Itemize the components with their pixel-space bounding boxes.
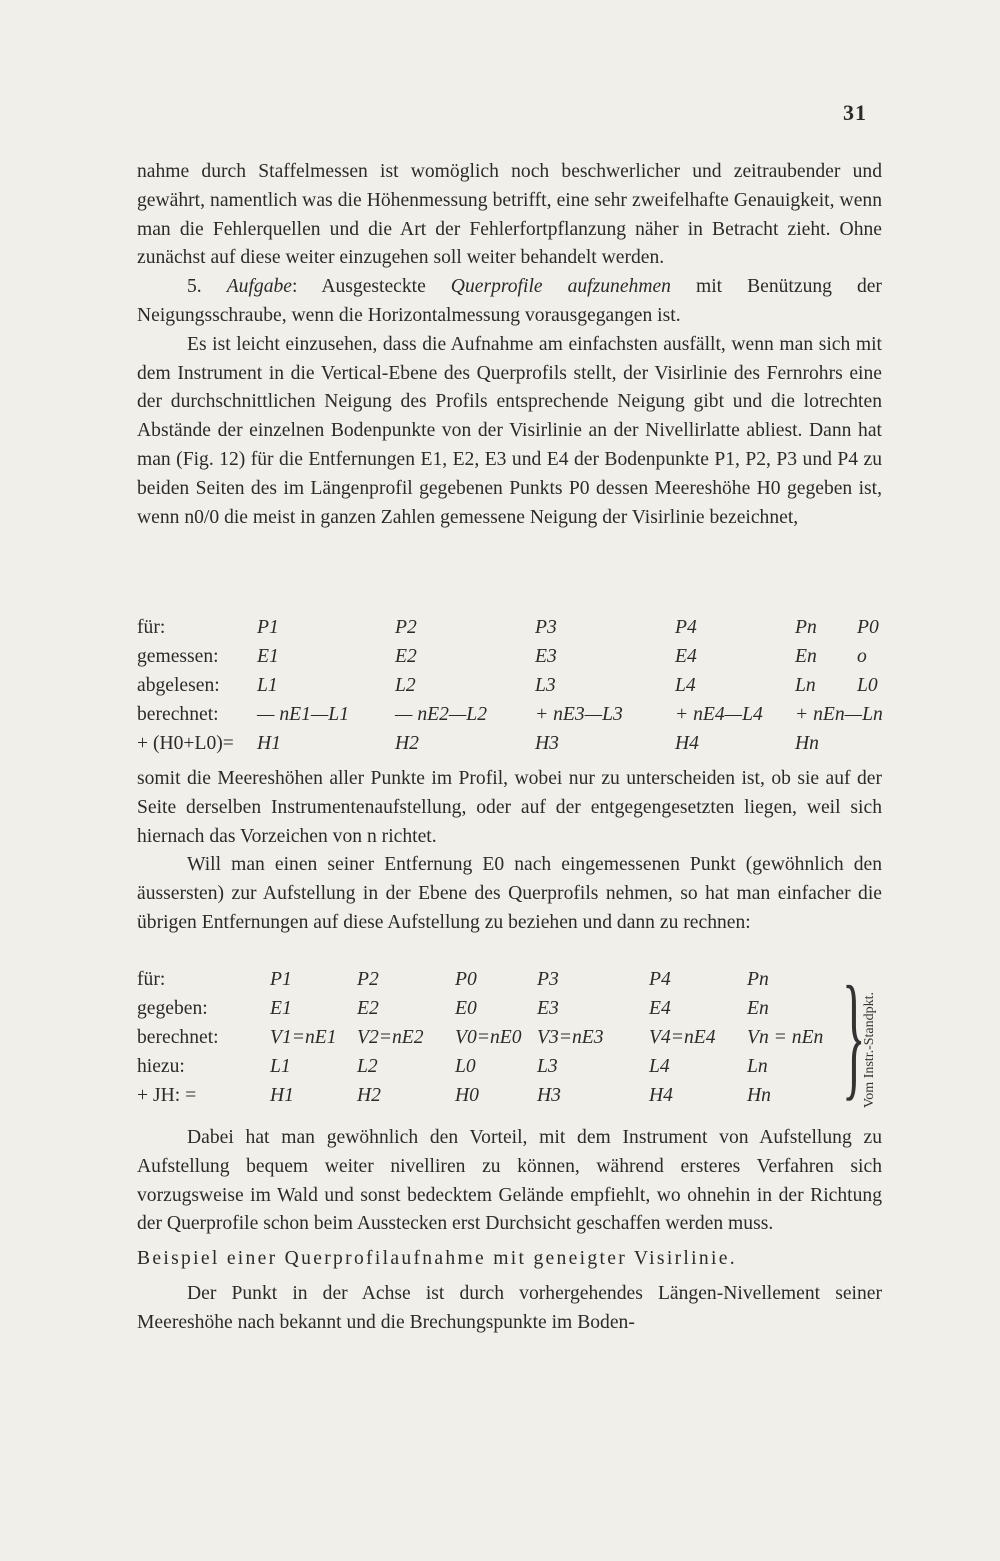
table-cell: P1	[270, 969, 292, 990]
table-cell: E0	[455, 998, 477, 1019]
row-label: gegeben:	[137, 998, 208, 1019]
table-cell: H1	[270, 1085, 294, 1106]
table-cell: E1	[257, 646, 279, 667]
text-block-middle	[137, 768, 882, 938]
table-row	[137, 998, 897, 1027]
table-cell: Hn	[747, 1085, 771, 1106]
table-cell: + nE4—L4	[675, 704, 763, 725]
table-cell: H2	[395, 733, 419, 754]
table-cell: P3	[535, 617, 557, 638]
table-cell: V4=nE4	[649, 1027, 716, 1048]
table-cell: Pn	[747, 969, 769, 990]
row-label: berechnet:	[137, 1027, 219, 1048]
table-cell: E2	[357, 998, 379, 1019]
row-label: gemessen:	[137, 646, 219, 667]
row-label: + JH: =	[137, 1085, 197, 1106]
table-cell: H3	[535, 733, 559, 754]
text-block-bottom	[137, 1124, 882, 1338]
paragraph: somit die Meereshöhen aller Punkte im Profil, wobei nur zu unterscheiden ist, ob sie auf der Seite derselben Instrumentenaufstellung, oder auf der entgegengesetzten liegen, weil sich hiernach das Vorzeichen von n richtet.	[137, 768, 882, 847]
task-text-a: Ausgesteckte	[321, 276, 426, 298]
table-cell: Vn = nEn	[747, 1027, 824, 1048]
right-brace: }	[842, 958, 866, 1113]
table-cell: L2	[357, 1056, 378, 1077]
paragraph: Dabei hat man gewöhnlich den Vorteil, mit dem Instrument von Aufstellung zu Aufstellung bequem weiter nivelliren zu können, während ersteres Verfahren sich vorzugsweise im Wald und sonst bedecktem Gelände empfiehlt, wo ohnehin in der Richtung der Querprofile schon beim Ausstecken erst Durchsicht geschaffen werden muss.	[137, 1127, 882, 1235]
paragraph: Der Punkt in der Achse ist durch vorhergehendes Längen-Nivellement seiner Meereshöhe nach bekannt und die Brechungspunkte im Boden-	[137, 1282, 882, 1333]
table-cell: L1	[270, 1056, 291, 1077]
table-cell: V0=nE0	[455, 1027, 522, 1048]
section-heading: Beispiel einer Querprofilaufnahme mit geneigter Visirlinie.	[137, 1248, 737, 1270]
task-italic: Querprofile aufzunehmen	[450, 276, 671, 298]
paragraph: Es ist leicht einzusehen, dass die Aufnahme am einfachsten ausfällt, wenn man sich mit dem Instrument in die Vertical-Ebene des Querprofils stellt, der Visirlinie des Fernrohrs eine der durchschnittlichen Neigung des Profils entsprechende Neigung gibt und die lotrechten Abstände der einzelnen Bodenpunkte von der Visirlinie an der Nivellirlatte abliest. Dann hat man (Fig. 12) für die Entfernungen E1, E2, E3 und E4 der Bodenpunkte P1, P2, P3 und P4 zu beiden Seiten des im Längenprofil gegebenen Punkts P0 dessen Meereshöhe H0 gegeben ist, wenn n0/0 die meist in ganzen Zahlen gemessene Neigung der Visirlinie bezeichnet,	[137, 333, 882, 528]
table-cell: E2	[395, 646, 417, 667]
table-row	[137, 646, 897, 675]
table-row	[137, 1085, 897, 1114]
table-cell: + nEn—Ln	[795, 704, 883, 725]
table-cell: L4	[675, 675, 696, 696]
table-cell: H4	[675, 733, 699, 754]
side-label: Vom Instr.-Standpkt.	[862, 991, 877, 1108]
table-cell: L3	[535, 675, 556, 696]
table-cell: o	[857, 646, 867, 667]
table-cell: E3	[535, 646, 557, 667]
table-cell: E4	[649, 998, 671, 1019]
task-colon: :	[291, 276, 298, 298]
table-cell: P0	[857, 617, 879, 638]
table-cell: L3	[537, 1056, 558, 1077]
table-cell: — nE1—L1	[257, 704, 349, 725]
table-row	[137, 704, 897, 733]
task-label: Aufgabe	[226, 276, 292, 298]
row-label: abgelesen:	[137, 675, 220, 696]
paragraph: Will man einen seiner Entfernung E0 nach eingemessenen Punkt (gewöhnlich den äussersten) zur Aufstellung in der Ebene des Querprofils nehmen, so hat man einfacher die übrigen Entfernungen auf diese Aufstellung zu beziehen und dann zu rechnen:	[137, 854, 882, 933]
table-cell: L0	[857, 675, 878, 696]
row-label: berechnet:	[137, 704, 219, 725]
table-cell: H1	[257, 733, 281, 754]
table-row	[137, 1056, 897, 1085]
table-cell: Ln	[747, 1056, 768, 1077]
table-row	[137, 617, 897, 646]
task-text-b: mit Benützung der Neigungsschraube, wenn die Horizontalmessung vorausgegangen ist.	[137, 276, 882, 326]
table-row	[137, 969, 897, 998]
table-cell: L0	[455, 1056, 476, 1077]
table-cell: H2	[357, 1085, 381, 1106]
task-number: 5.	[187, 276, 202, 298]
table-cell: V3=nE3	[537, 1027, 604, 1048]
table-cell: P0	[455, 969, 477, 990]
table-row	[137, 1027, 897, 1056]
table-cell: E4	[675, 646, 697, 667]
table-cell: L1	[257, 675, 278, 696]
page-number: 31	[843, 100, 867, 125]
table-cell: H3	[537, 1085, 561, 1106]
table-cell: Pn	[795, 617, 817, 638]
row-label: hiezu:	[137, 1056, 185, 1077]
table-cell: En	[747, 998, 769, 1019]
row-label: für:	[137, 969, 166, 990]
table-cell: H0	[455, 1085, 479, 1106]
table-cell: E3	[537, 998, 559, 1019]
table-cell: L4	[649, 1056, 670, 1077]
table-cell: H4	[649, 1085, 673, 1106]
table-cell: V1=nE1	[270, 1027, 337, 1048]
paragraph: nahme durch Staffelmessen ist womöglich noch beschwerlicher und zeitraubender und gewährt, namentlich was die Höhenmessung betrifft, eine sehr zweifelhafte Genauigkeit, wenn man die Fehlerquellen und die Art der Fehlerfortpflanzung näher in Betracht zieht. Ohne zunächst auf diese weiter einzugehen soll weiter behandelt werden.	[137, 161, 882, 269]
table-cell: P1	[257, 617, 279, 638]
text-block-top	[137, 158, 882, 532]
table-cell: V2=nE2	[357, 1027, 424, 1048]
table-cell: En	[795, 646, 817, 667]
table-cell: P2	[395, 617, 417, 638]
table-cell: Ln	[795, 675, 816, 696]
table-cell: E1	[270, 998, 292, 1019]
table-cell: P3	[537, 969, 559, 990]
row-label: für:	[137, 617, 166, 638]
table-cell: P4	[649, 969, 671, 990]
table-cell: L2	[395, 675, 416, 696]
table-cell: P2	[357, 969, 379, 990]
table-cell: P4	[675, 617, 697, 638]
table-cell: — nE2—L2	[395, 704, 487, 725]
table-row	[137, 675, 897, 704]
table-row	[137, 733, 897, 762]
row-label: + (H0+L0)=	[137, 733, 234, 754]
table-cell: Hn	[795, 733, 819, 754]
table-cell: + nE3—L3	[535, 704, 623, 725]
task-paragraph	[137, 273, 882, 331]
